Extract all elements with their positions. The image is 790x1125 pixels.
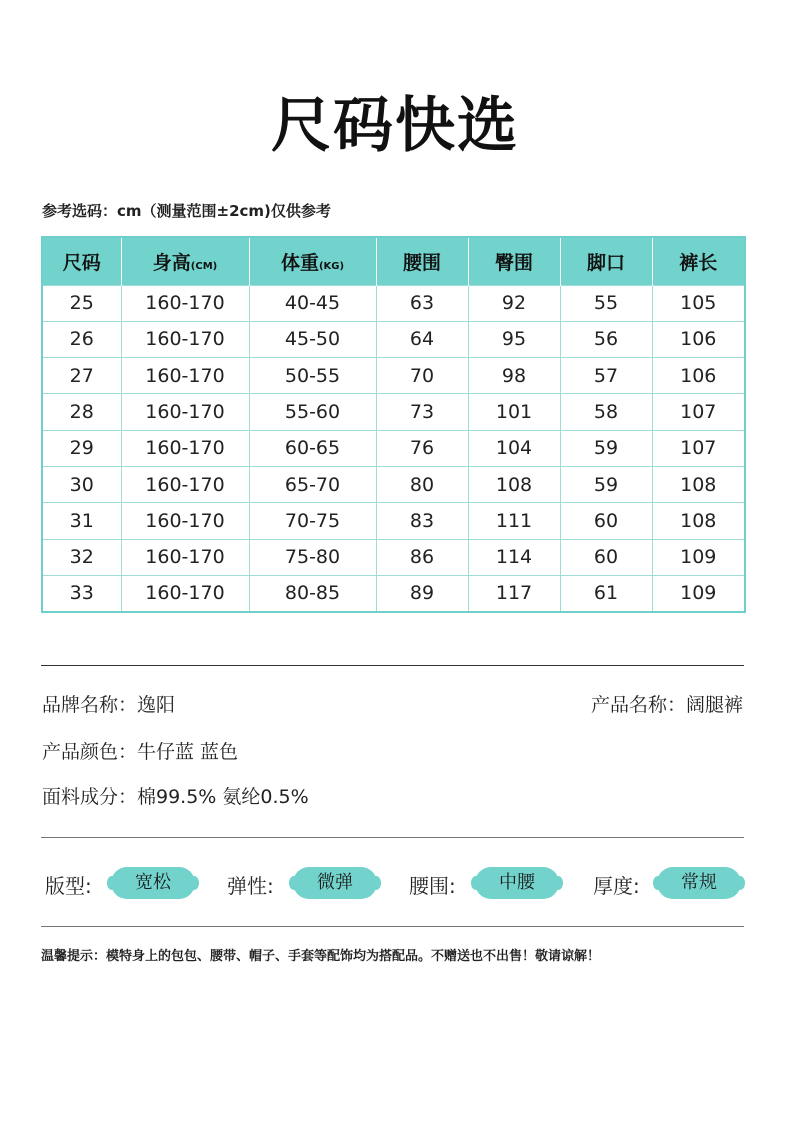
cell-pant-length: 105 <box>652 285 745 321</box>
cell-hip: 101 <box>468 394 560 430</box>
cell-leg-opening: 56 <box>560 321 652 357</box>
header-height: 身高(CM) <box>121 237 249 285</box>
cell-waist: 76 <box>376 430 468 466</box>
cell-pant-length: 108 <box>652 503 745 539</box>
fit-badge: 宽松 <box>111 867 195 899</box>
header-weight: 体重(KG) <box>249 237 376 285</box>
header-pant-length: 裤长 <box>652 237 745 285</box>
elasticity-badge: 微弹 <box>293 867 377 899</box>
cell-leg-opening: 60 <box>560 539 652 575</box>
divider-bottom <box>41 926 744 927</box>
cell-weight: 60-65 <box>249 430 376 466</box>
cell-weight: 45-50 <box>249 321 376 357</box>
cell-hip: 114 <box>468 539 560 575</box>
waist-badge: 中腰 <box>475 867 559 899</box>
cell-pant-length: 107 <box>652 430 745 466</box>
cell-size: 25 <box>42 285 121 321</box>
thickness-label: 厚度: <box>593 874 640 898</box>
page-title: 尺码快选 <box>271 91 519 161</box>
elasticity-label: 弹性: <box>227 874 274 898</box>
cell-weight: 80-85 <box>249 575 376 611</box>
cell-height: 160-170 <box>121 575 249 611</box>
cell-hip: 98 <box>468 358 560 394</box>
cell-size: 27 <box>42 358 121 394</box>
cell-hip: 108 <box>468 466 560 502</box>
cell-size: 33 <box>42 575 121 611</box>
cell-height: 160-170 <box>121 321 249 357</box>
cell-pant-length: 109 <box>652 575 745 611</box>
cell-waist: 64 <box>376 321 468 357</box>
table-header-row <box>42 237 745 285</box>
cell-leg-opening: 59 <box>560 430 652 466</box>
cell-weight: 40-45 <box>249 285 376 321</box>
table-row <box>42 394 745 430</box>
cell-hip: 117 <box>468 575 560 611</box>
cell-size: 26 <box>42 321 121 357</box>
cell-weight: 75-80 <box>249 539 376 575</box>
cell-pant-length: 109 <box>652 539 745 575</box>
cell-height: 160-170 <box>121 466 249 502</box>
cell-size: 30 <box>42 466 121 502</box>
table-row <box>42 539 745 575</box>
cell-weight: 55-60 <box>249 394 376 430</box>
brand-name: 品牌名称：逸阳 <box>42 694 176 716</box>
cell-height: 160-170 <box>121 539 249 575</box>
reference-note: 参考选码：cm（测量范围±2cm)仅供参考 <box>42 202 331 220</box>
cell-waist: 70 <box>376 358 468 394</box>
attribute-row <box>41 864 744 902</box>
header-waist: 腰围 <box>376 237 468 285</box>
cell-waist: 73 <box>376 394 468 430</box>
cell-size: 28 <box>42 394 121 430</box>
footnote: 温馨提示：模特身上的包包、腰带、帽子、手套等配饰均为搭配品。不赠送也不出售！敬请谅解！ <box>41 949 601 964</box>
cell-height: 160-170 <box>121 358 249 394</box>
cell-waist: 80 <box>376 466 468 502</box>
cell-height: 160-170 <box>121 394 249 430</box>
cell-waist: 83 <box>376 503 468 539</box>
cell-pant-length: 106 <box>652 358 745 394</box>
table-row <box>42 430 745 466</box>
cell-size: 29 <box>42 430 121 466</box>
cell-waist: 63 <box>376 285 468 321</box>
product-name: 产品名称：阔腿裤 <box>590 694 743 716</box>
cell-height: 160-170 <box>121 503 249 539</box>
table-row <box>42 575 745 611</box>
table-row <box>42 321 745 357</box>
cell-leg-opening: 60 <box>560 503 652 539</box>
cell-leg-opening: 57 <box>560 358 652 394</box>
cell-weight: 50-55 <box>249 358 376 394</box>
table-row <box>42 503 745 539</box>
cell-hip: 95 <box>468 321 560 357</box>
cell-hip: 104 <box>468 430 560 466</box>
cell-pant-length: 107 <box>652 394 745 430</box>
divider-top <box>41 665 744 666</box>
header-size: 尺码 <box>42 237 121 285</box>
cell-waist: 89 <box>376 575 468 611</box>
cell-waist: 86 <box>376 539 468 575</box>
divider-middle <box>41 837 744 838</box>
header-hip: 臀围 <box>468 237 560 285</box>
table-row <box>42 466 745 502</box>
cell-leg-opening: 61 <box>560 575 652 611</box>
cell-weight: 70-75 <box>249 503 376 539</box>
size-table <box>41 236 746 613</box>
thickness-badge: 常规 <box>657 867 741 899</box>
cell-weight: 65-70 <box>249 466 376 502</box>
cell-height: 160-170 <box>121 285 249 321</box>
cell-size: 31 <box>42 503 121 539</box>
cell-pant-length: 106 <box>652 321 745 357</box>
cell-hip: 111 <box>468 503 560 539</box>
table-row <box>42 285 745 321</box>
product-color: 产品颜色：牛仔蓝 蓝色 <box>42 741 239 763</box>
cell-hip: 92 <box>468 285 560 321</box>
table-row <box>42 358 745 394</box>
cell-pant-length: 108 <box>652 466 745 502</box>
fit-label: 版型: <box>45 874 92 898</box>
waist-label: 腰围: <box>409 874 456 898</box>
cell-leg-opening: 55 <box>560 285 652 321</box>
fabric-composition: 面料成分：棉99.5% 氨纶0.5% <box>42 786 309 808</box>
cell-leg-opening: 58 <box>560 394 652 430</box>
cell-height: 160-170 <box>121 430 249 466</box>
cell-size: 32 <box>42 539 121 575</box>
header-leg-opening: 脚口 <box>560 237 652 285</box>
cell-leg-opening: 59 <box>560 466 652 502</box>
